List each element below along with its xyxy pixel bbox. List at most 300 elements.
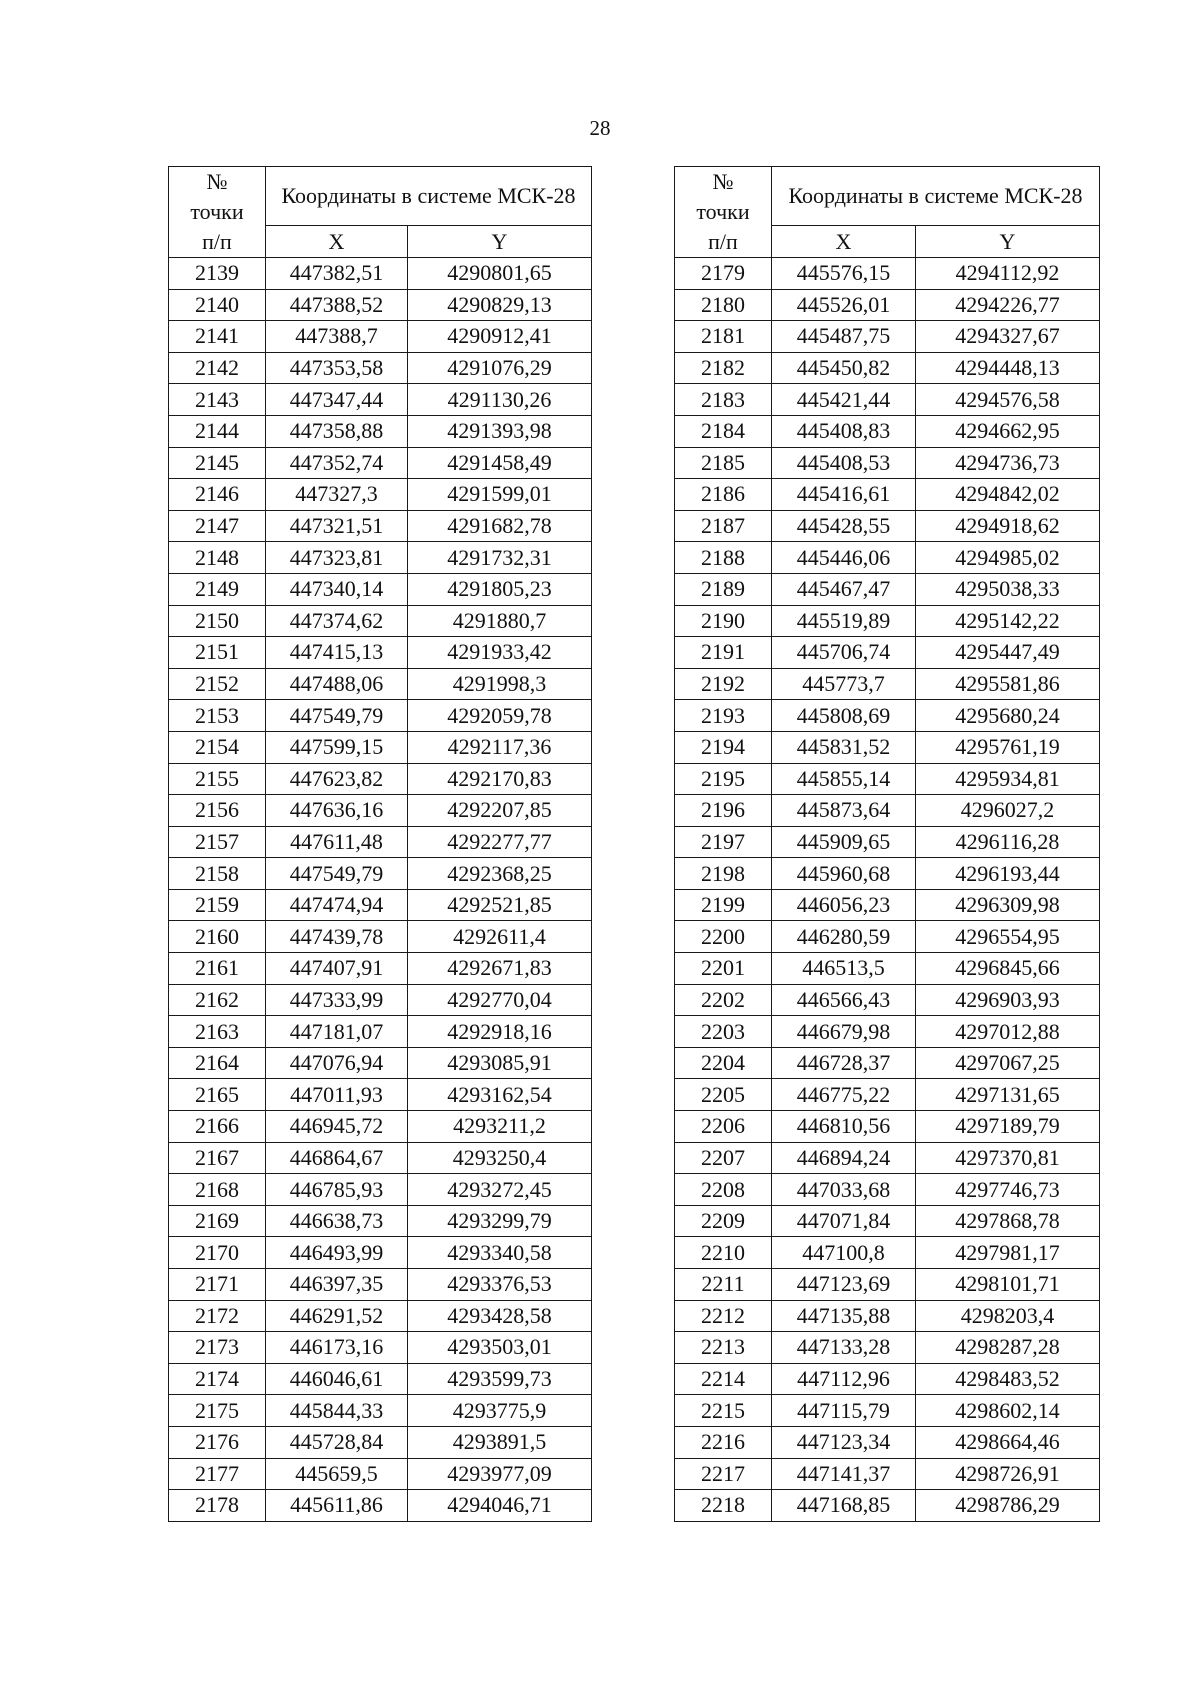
point-number-cell: 2217 <box>675 1458 772 1490</box>
coordinates-table-right <box>674 166 1100 1522</box>
table-row <box>169 889 592 921</box>
y-coordinate-cell: 4293428,58 <box>408 1300 592 1332</box>
point-number-cell: 2207 <box>675 1142 772 1174</box>
table-row <box>675 1047 1100 1079</box>
x-coordinate-cell: 445421,44 <box>772 384 916 416</box>
table-row <box>675 1490 1100 1522</box>
y-coordinate-cell: 4292671,83 <box>408 953 592 985</box>
y-coordinate-cell: 4293503,01 <box>408 1332 592 1364</box>
page-number: 28 <box>589 116 611 140</box>
x-coordinate-cell: 447611,48 <box>266 826 408 858</box>
point-number-header-line2: точки <box>190 199 244 224</box>
table-row <box>675 1300 1100 1332</box>
table-row <box>169 605 592 637</box>
x-coordinate-cell: 447347,44 <box>266 384 408 416</box>
point-number-cell: 2195 <box>675 763 772 795</box>
point-number-cell: 2147 <box>169 510 266 542</box>
point-number-cell: 2184 <box>675 415 772 447</box>
y-coordinate-cell: 4294662,95 <box>916 415 1100 447</box>
table-row <box>675 1237 1100 1269</box>
y-coordinate-cell: 4293891,5 <box>408 1426 592 1458</box>
x-coordinate-cell: 447388,52 <box>266 289 408 321</box>
point-number-cell: 2156 <box>169 795 266 827</box>
point-number-cell: 2144 <box>169 415 266 447</box>
table-row <box>169 700 592 732</box>
table-row <box>675 637 1100 669</box>
y-coordinate-cell: 4297189,79 <box>916 1111 1100 1143</box>
table-row <box>169 1300 592 1332</box>
x-coordinate-cell: 445873,64 <box>772 795 916 827</box>
y-coordinate-cell: 4291393,98 <box>408 415 592 447</box>
y-coordinate-cell: 4293272,45 <box>408 1174 592 1206</box>
table-row <box>675 1363 1100 1395</box>
x-coordinate-cell: 447181,07 <box>266 1016 408 1048</box>
x-coordinate-cell: 447033,68 <box>772 1174 916 1206</box>
table-row <box>169 763 592 795</box>
x-coordinate-cell: 447323,81 <box>266 542 408 574</box>
y-coordinate-cell: 4297012,88 <box>916 1016 1100 1048</box>
point-number-cell: 2211 <box>675 1269 772 1301</box>
point-number-cell: 2193 <box>675 700 772 732</box>
y-coordinate-cell: 4291732,31 <box>408 542 592 574</box>
point-number-cell: 2139 <box>169 258 266 290</box>
coordinates-table-body <box>169 258 592 1522</box>
x-coordinate-cell: 445808,69 <box>772 700 916 732</box>
y-coordinate-cell: 4297746,73 <box>916 1174 1100 1206</box>
x-coordinate-cell: 446280,59 <box>772 921 916 953</box>
point-number-cell: 2210 <box>675 1237 772 1269</box>
table-row <box>675 795 1100 827</box>
point-number-cell: 2158 <box>169 858 266 890</box>
y-coordinate-cell: 4292918,16 <box>408 1016 592 1048</box>
y-coordinate-cell: 4291805,23 <box>408 573 592 605</box>
table-row <box>169 415 592 447</box>
table-row <box>169 795 592 827</box>
point-number-cell: 2148 <box>169 542 266 574</box>
y-coordinate-cell: 4292207,85 <box>408 795 592 827</box>
x-coordinate-cell: 447352,74 <box>266 447 408 479</box>
table-row <box>675 321 1100 353</box>
x-coordinate-cell: 445706,74 <box>772 637 916 669</box>
table-row <box>169 731 592 763</box>
coordinates-header: Координаты в системе МСК-28 <box>772 167 1100 226</box>
point-number-cell: 2173 <box>169 1332 266 1364</box>
y-coordinate-cell: 4298602,14 <box>916 1395 1100 1427</box>
point-number-cell: 2180 <box>675 289 772 321</box>
x-coordinate-cell: 446638,73 <box>266 1205 408 1237</box>
table-row <box>169 1458 592 1490</box>
table-row <box>169 1142 592 1174</box>
table-row <box>169 1363 592 1395</box>
x-coordinate-cell: 447340,14 <box>266 573 408 605</box>
table-row <box>675 1332 1100 1364</box>
table-row <box>675 1016 1100 1048</box>
point-number-cell: 2189 <box>675 573 772 605</box>
point-number-cell: 2155 <box>169 763 266 795</box>
table-row <box>675 573 1100 605</box>
table-row <box>169 542 592 574</box>
x-coordinate-cell: 447549,79 <box>266 858 408 890</box>
x-coordinate-cell: 447076,94 <box>266 1047 408 1079</box>
x-coordinate-cell: 445519,89 <box>772 605 916 637</box>
point-number-cell: 2142 <box>169 352 266 384</box>
point-number-cell: 2197 <box>675 826 772 858</box>
point-number-cell: 2146 <box>169 479 266 511</box>
x-coordinate-cell: 447333,99 <box>266 984 408 1016</box>
y-coordinate-cell: 4296193,44 <box>916 858 1100 890</box>
point-number-cell: 2218 <box>675 1490 772 1522</box>
point-number-cell: 2199 <box>675 889 772 921</box>
y-coordinate-cell: 4293599,73 <box>408 1363 592 1395</box>
point-number-cell: 2181 <box>675 321 772 353</box>
x-coordinate-cell: 447358,88 <box>266 415 408 447</box>
table-row <box>675 510 1100 542</box>
point-number-cell: 2163 <box>169 1016 266 1048</box>
table-row <box>169 352 592 384</box>
x-coordinate-cell: 447011,93 <box>266 1079 408 1111</box>
table-row <box>675 1174 1100 1206</box>
table-row <box>169 1079 592 1111</box>
x-coordinate-cell: 447415,13 <box>266 637 408 669</box>
point-number-cell: 2141 <box>169 321 266 353</box>
table-row <box>169 637 592 669</box>
x-coordinate-cell: 445428,55 <box>772 510 916 542</box>
point-number-header-line2: точки <box>696 199 750 224</box>
x-coordinate-cell: 447123,34 <box>772 1426 916 1458</box>
table-row <box>675 668 1100 700</box>
point-number-cell: 2177 <box>169 1458 266 1490</box>
x-coordinate-cell: 446173,16 <box>266 1332 408 1364</box>
x-coordinate-cell: 447388,7 <box>266 321 408 353</box>
table-row <box>169 921 592 953</box>
table-row <box>675 826 1100 858</box>
table-row <box>675 1395 1100 1427</box>
x-coordinate-cell: 446513,5 <box>772 953 916 985</box>
table-row <box>675 415 1100 447</box>
table-row <box>675 921 1100 953</box>
x-coordinate-cell: 447549,79 <box>266 700 408 732</box>
x-coordinate-cell: 445450,82 <box>772 352 916 384</box>
table-row <box>169 1111 592 1143</box>
point-number-cell: 2174 <box>169 1363 266 1395</box>
point-number-header <box>169 167 266 258</box>
x-coordinate-cell: 447100,8 <box>772 1237 916 1269</box>
table-row <box>675 479 1100 511</box>
point-number-cell: 2192 <box>675 668 772 700</box>
y-coordinate-cell: 4292277,77 <box>408 826 592 858</box>
point-number-cell: 2166 <box>169 1111 266 1143</box>
y-coordinate-cell: 4291130,26 <box>408 384 592 416</box>
point-number-cell: 2167 <box>169 1142 266 1174</box>
y-coordinate-cell: 4296027,2 <box>916 795 1100 827</box>
table-row <box>169 1174 592 1206</box>
table-row <box>169 984 592 1016</box>
x-coordinate-cell: 446056,23 <box>772 889 916 921</box>
point-number-cell: 2153 <box>169 700 266 732</box>
x-coordinate-cell: 446945,72 <box>266 1111 408 1143</box>
point-number-cell: 2186 <box>675 479 772 511</box>
y-coordinate-cell: 4292521,85 <box>408 889 592 921</box>
table-row <box>675 352 1100 384</box>
x-coordinate-cell: 447382,51 <box>266 258 408 290</box>
y-coordinate-cell: 4296116,28 <box>916 826 1100 858</box>
point-number-cell: 2162 <box>169 984 266 1016</box>
y-coordinate-cell: 4290801,65 <box>408 258 592 290</box>
y-column-header: Y <box>408 226 592 258</box>
x-coordinate-cell: 447374,62 <box>266 605 408 637</box>
y-coordinate-cell: 4291458,49 <box>408 447 592 479</box>
table-row <box>169 510 592 542</box>
table-row <box>169 447 592 479</box>
table-row <box>675 605 1100 637</box>
table-row <box>675 258 1100 290</box>
y-coordinate-cell: 4293376,53 <box>408 1269 592 1301</box>
y-coordinate-cell: 4296845,66 <box>916 953 1100 985</box>
point-number-cell: 2169 <box>169 1205 266 1237</box>
point-number-cell: 2152 <box>169 668 266 700</box>
table-row <box>675 953 1100 985</box>
x-coordinate-cell: 445408,53 <box>772 447 916 479</box>
y-coordinate-cell: 4293211,2 <box>408 1111 592 1143</box>
y-coordinate-cell: 4295934,81 <box>916 763 1100 795</box>
point-number-cell: 2208 <box>675 1174 772 1206</box>
x-coordinate-cell: 446785,93 <box>266 1174 408 1206</box>
y-coordinate-cell: 4292368,25 <box>408 858 592 890</box>
y-coordinate-cell: 4298101,71 <box>916 1269 1100 1301</box>
table-row <box>675 731 1100 763</box>
point-number-cell: 2209 <box>675 1205 772 1237</box>
table-row <box>169 479 592 511</box>
point-number-cell: 2201 <box>675 953 772 985</box>
point-number-cell: 2170 <box>169 1237 266 1269</box>
point-number-cell: 2182 <box>675 352 772 384</box>
point-number-cell: 2187 <box>675 510 772 542</box>
point-number-cell: 2172 <box>169 1300 266 1332</box>
table-row <box>675 447 1100 479</box>
y-coordinate-cell: 4294736,73 <box>916 447 1100 479</box>
x-coordinate-cell: 446810,56 <box>772 1111 916 1143</box>
y-coordinate-cell: 4293299,79 <box>408 1205 592 1237</box>
point-number-cell: 2150 <box>169 605 266 637</box>
x-coordinate-cell: 447123,69 <box>772 1269 916 1301</box>
point-number-header-line1: № <box>206 169 228 194</box>
x-coordinate-cell: 447168,85 <box>772 1490 916 1522</box>
x-coordinate-cell: 445611,86 <box>266 1490 408 1522</box>
table-row <box>675 763 1100 795</box>
x-coordinate-cell: 447439,78 <box>266 921 408 953</box>
table-row <box>675 984 1100 1016</box>
y-coordinate-cell: 4296554,95 <box>916 921 1100 953</box>
x-coordinate-cell: 445659,5 <box>266 1458 408 1490</box>
point-number-cell: 2154 <box>169 731 266 763</box>
y-coordinate-cell: 4293340,58 <box>408 1237 592 1269</box>
point-number-cell: 2204 <box>675 1047 772 1079</box>
point-number-cell: 2157 <box>169 826 266 858</box>
y-coordinate-cell: 4291076,29 <box>408 352 592 384</box>
x-coordinate-cell: 447071,84 <box>772 1205 916 1237</box>
x-coordinate-cell: 447623,82 <box>266 763 408 795</box>
table-row <box>169 858 592 890</box>
point-number-cell: 2171 <box>169 1269 266 1301</box>
table-row <box>675 1426 1100 1458</box>
table-row <box>169 384 592 416</box>
x-coordinate-cell: 445467,47 <box>772 573 916 605</box>
x-coordinate-cell: 447115,79 <box>772 1395 916 1427</box>
y-coordinate-cell: 4291998,3 <box>408 668 592 700</box>
x-coordinate-cell: 445773,7 <box>772 668 916 700</box>
table-row <box>169 258 592 290</box>
y-coordinate-cell: 4294985,02 <box>916 542 1100 574</box>
table-row <box>169 1426 592 1458</box>
y-coordinate-cell: 4298483,52 <box>916 1363 1100 1395</box>
x-coordinate-cell: 445526,01 <box>772 289 916 321</box>
y-coordinate-cell: 4294576,58 <box>916 384 1100 416</box>
point-number-cell: 2168 <box>169 1174 266 1206</box>
x-coordinate-cell: 447636,16 <box>266 795 408 827</box>
coordinates-table-left <box>168 166 592 1522</box>
table-row <box>169 321 592 353</box>
x-coordinate-cell: 445855,14 <box>772 763 916 795</box>
table-row <box>169 668 592 700</box>
x-coordinate-cell: 445831,52 <box>772 731 916 763</box>
table-row <box>675 384 1100 416</box>
table-row <box>675 1142 1100 1174</box>
y-coordinate-cell: 4290912,41 <box>408 321 592 353</box>
point-number-cell: 2216 <box>675 1426 772 1458</box>
point-number-cell: 2183 <box>675 384 772 416</box>
point-number-cell: 2159 <box>169 889 266 921</box>
y-coordinate-cell: 4292170,83 <box>408 763 592 795</box>
point-number-cell: 2161 <box>169 953 266 985</box>
y-coordinate-cell: 4295142,22 <box>916 605 1100 637</box>
x-coordinate-cell: 446397,35 <box>266 1269 408 1301</box>
table-row <box>169 826 592 858</box>
table-row <box>675 289 1100 321</box>
table-row <box>675 858 1100 890</box>
table-row <box>169 1269 592 1301</box>
point-number-cell: 2176 <box>169 1426 266 1458</box>
y-coordinate-cell: 4294046,71 <box>408 1490 592 1522</box>
x-coordinate-cell: 447488,06 <box>266 668 408 700</box>
point-number-cell: 2165 <box>169 1079 266 1111</box>
table-row <box>675 700 1100 732</box>
x-coordinate-cell: 447407,91 <box>266 953 408 985</box>
x-coordinate-cell: 447327,3 <box>266 479 408 511</box>
x-coordinate-cell: 445446,06 <box>772 542 916 574</box>
point-number-cell: 2143 <box>169 384 266 416</box>
x-coordinate-cell: 447141,37 <box>772 1458 916 1490</box>
point-number-cell: 2194 <box>675 731 772 763</box>
y-coordinate-cell: 4295761,19 <box>916 731 1100 763</box>
y-coordinate-cell: 4292770,04 <box>408 984 592 1016</box>
y-coordinate-cell: 4298287,28 <box>916 1332 1100 1364</box>
point-number-cell: 2149 <box>169 573 266 605</box>
point-number-cell: 2145 <box>169 447 266 479</box>
table-row <box>675 1458 1100 1490</box>
y-coordinate-cell: 4298664,46 <box>916 1426 1100 1458</box>
x-coordinate-cell: 446566,43 <box>772 984 916 1016</box>
y-coordinate-cell: 4296903,93 <box>916 984 1100 1016</box>
x-coordinate-cell: 446894,24 <box>772 1142 916 1174</box>
point-number-cell: 2200 <box>675 921 772 953</box>
point-number-cell: 2202 <box>675 984 772 1016</box>
x-coordinate-cell: 447353,58 <box>266 352 408 384</box>
table-row <box>169 1016 592 1048</box>
y-coordinate-cell: 4293775,9 <box>408 1395 592 1427</box>
x-coordinate-cell: 446864,67 <box>266 1142 408 1174</box>
x-coordinate-cell: 445728,84 <box>266 1426 408 1458</box>
x-coordinate-cell: 445844,33 <box>266 1395 408 1427</box>
x-coordinate-cell: 447135,88 <box>772 1300 916 1332</box>
y-coordinate-cell: 4294448,13 <box>916 352 1100 384</box>
y-coordinate-cell: 4295447,49 <box>916 637 1100 669</box>
y-coordinate-cell: 4298203,4 <box>916 1300 1100 1332</box>
y-coordinate-cell: 4296309,98 <box>916 889 1100 921</box>
table-row <box>169 1395 592 1427</box>
y-coordinate-cell: 4291682,78 <box>408 510 592 542</box>
point-number-cell: 2185 <box>675 447 772 479</box>
coordinates-table-body <box>675 258 1100 1522</box>
y-coordinate-cell: 4293250,4 <box>408 1142 592 1174</box>
table-row <box>675 542 1100 574</box>
x-coordinate-cell: 446291,52 <box>266 1300 408 1332</box>
table-row <box>675 1111 1100 1143</box>
y-coordinate-cell: 4297131,65 <box>916 1079 1100 1111</box>
point-number-cell: 2151 <box>169 637 266 669</box>
y-coordinate-cell: 4294918,62 <box>916 510 1100 542</box>
x-coordinate-cell: 446493,99 <box>266 1237 408 1269</box>
table-row <box>169 573 592 605</box>
x-column-header: X <box>266 226 408 258</box>
x-coordinate-cell: 446679,98 <box>772 1016 916 1048</box>
x-coordinate-cell: 447474,94 <box>266 889 408 921</box>
y-coordinate-cell: 4293162,54 <box>408 1079 592 1111</box>
table-row <box>169 1490 592 1522</box>
point-number-cell: 2214 <box>675 1363 772 1395</box>
point-number-cell: 2213 <box>675 1332 772 1364</box>
y-coordinate-cell: 4291880,7 <box>408 605 592 637</box>
x-coordinate-cell: 447321,51 <box>266 510 408 542</box>
y-coordinate-cell: 4298726,91 <box>916 1458 1100 1490</box>
point-number-header <box>675 167 772 258</box>
point-number-cell: 2188 <box>675 542 772 574</box>
point-number-cell: 2205 <box>675 1079 772 1111</box>
y-coordinate-cell: 4292059,78 <box>408 700 592 732</box>
point-number-header-line3: п/п <box>708 229 738 254</box>
y-coordinate-cell: 4290829,13 <box>408 289 592 321</box>
y-coordinate-cell: 4291933,42 <box>408 637 592 669</box>
x-coordinate-cell: 446046,61 <box>266 1363 408 1395</box>
y-coordinate-cell: 4297370,81 <box>916 1142 1100 1174</box>
y-coordinate-cell: 4295038,33 <box>916 573 1100 605</box>
y-coordinate-cell: 4291599,01 <box>408 479 592 511</box>
y-coordinate-cell: 4293085,91 <box>408 1047 592 1079</box>
point-number-header-line3: п/п <box>202 229 232 254</box>
point-number-cell: 2198 <box>675 858 772 890</box>
point-number-cell: 2215 <box>675 1395 772 1427</box>
x-coordinate-cell: 445576,15 <box>772 258 916 290</box>
x-coordinate-cell: 445416,61 <box>772 479 916 511</box>
point-number-cell: 2203 <box>675 1016 772 1048</box>
y-coordinate-cell: 4295680,24 <box>916 700 1100 732</box>
y-coordinate-cell: 4297981,17 <box>916 1237 1100 1269</box>
point-number-cell: 2160 <box>169 921 266 953</box>
y-column-header: Y <box>916 226 1100 258</box>
x-coordinate-cell: 445909,65 <box>772 826 916 858</box>
point-number-header-line1: № <box>712 169 734 194</box>
y-coordinate-cell: 4294327,67 <box>916 321 1100 353</box>
point-number-cell: 2179 <box>675 258 772 290</box>
